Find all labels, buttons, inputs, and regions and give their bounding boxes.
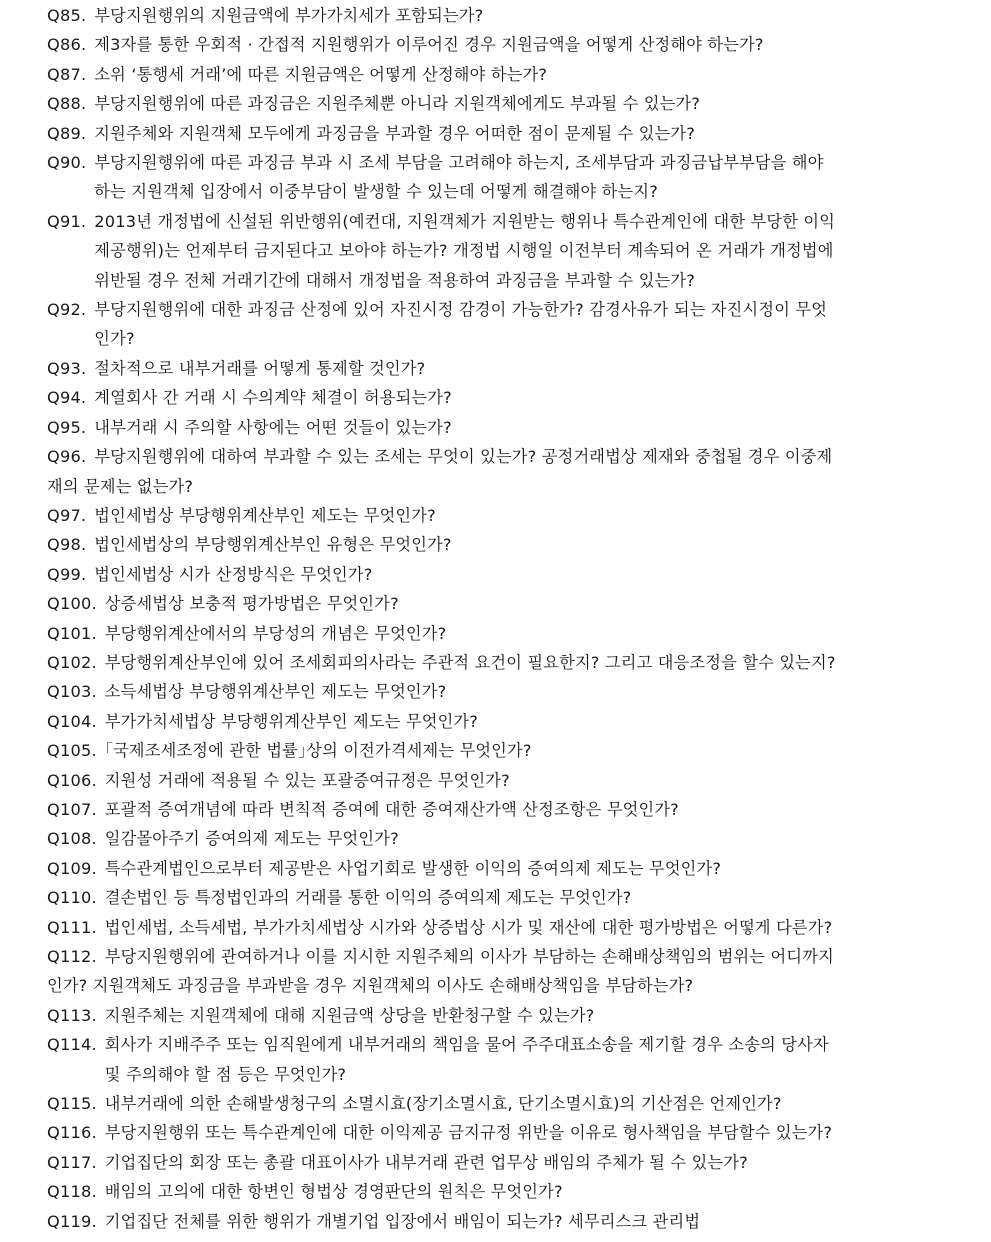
- question-number: Q113.: [47, 1005, 97, 1025]
- question-item: [47, 1148, 951, 1177]
- question-number: Q92.: [47, 300, 87, 320]
- question-text: [94, 30, 951, 59]
- question-number: Q96.: [47, 447, 87, 467]
- question-number: Q106.: [47, 770, 97, 790]
- question-number: Q100.: [47, 594, 97, 614]
- question-number: Q109.: [47, 858, 97, 878]
- question-text-line: 부당행위계산부인에 있어 조세회피의사라는 주관적 요건이 필요한지? 그리고 대응조정을 할수 있는지?: [104, 652, 836, 672]
- question-text: [105, 1001, 951, 1030]
- question-text: [105, 1148, 951, 1177]
- question-text: [105, 707, 951, 736]
- question-item: [47, 883, 951, 912]
- question-item: [47, 119, 951, 148]
- question-text-line: 결손법인 등 특정법인과의 거래를 통한 이익의 증여의제 제도는 무엇인가?: [104, 888, 632, 908]
- question-item: [47, 619, 951, 648]
- question-number: Q91.: [47, 211, 87, 231]
- question-text-line: 인가?: [94, 329, 135, 349]
- question-number: Q111.: [47, 917, 97, 937]
- question-text: [94, 501, 951, 530]
- question-text-line: 회사가 지배주주 또는 임직원에게 내부거래의 책임을 물어 주주대표소송을 제기할 경우 소송의 당사자: [104, 1035, 829, 1055]
- question-number: Q90.: [47, 153, 87, 173]
- question-text: [94, 295, 951, 354]
- question-text-line: [47, 472, 951, 501]
- question-text-line: 소위 ‘통행세 거래’에 따른 지원금액은 어떻게 산정해야 하는가?: [94, 64, 548, 84]
- question-text: [105, 1030, 951, 1089]
- question-item: [47, 766, 951, 795]
- question-item: [47, 207, 951, 295]
- question-text: [94, 413, 951, 442]
- question-number: Q87.: [47, 64, 87, 84]
- question-text: [94, 148, 951, 207]
- question-item: [47, 1207, 951, 1236]
- question-text-line: 법인세법, 소득세법, 부가가치세법상 시가와 상증법상 시가 및 재산에 대한 평가방법은 어떻게 다른가?: [104, 917, 833, 937]
- question-number: Q119.: [47, 1211, 97, 1231]
- question-item: [47, 913, 951, 942]
- question-number: Q115.: [47, 1094, 97, 1114]
- question-item: [47, 677, 951, 706]
- question-number: Q88.: [47, 94, 87, 114]
- question-number: Q114.: [47, 1035, 97, 1055]
- question-text: 부당지원행위에 관여하거나 이를 지시한 지원주체의 이사가 부담하는 손해배상책임의 범위는 어디까지: [104, 947, 834, 966]
- question-number: Q104.: [47, 711, 97, 731]
- question-text-line: 부당지원행위에 따른 과징금은 지원주체뿐 아니라 지원객체에게도 부과될 수 있는가?: [94, 94, 701, 114]
- question-item: [47, 148, 951, 207]
- question-text-line: 배임의 고의에 대한 항변인 형법상 경영판단의 원칙은 무엇인가?: [104, 1182, 563, 1202]
- question-text: [94, 354, 951, 383]
- question-text: [105, 766, 951, 795]
- question-item: [47, 383, 951, 412]
- question-text-line: 지원주체와 지원객체 모두에게 과징금을 부과할 경우 어떠한 점이 문제될 수 있는가?: [94, 123, 696, 143]
- question-item: [47, 295, 951, 354]
- question-text-line: 포괄적 증여개념에 따라 변칙적 증여에 대한 증여재산가액 산정조항은 무엇인가?: [104, 799, 679, 819]
- question-text-line: 내부거래에 의한 손해발생청구의 소멸시효(장기소멸시효, 단기소멸시효)의 기산점은 언제인가?: [104, 1094, 782, 1114]
- question-number: Q89.: [47, 123, 87, 143]
- question-text-line: 법인세법상 시가 산정방식은 무엇인가?: [94, 564, 373, 584]
- question-number: Q99.: [47, 564, 87, 584]
- question-text-line: 상증세법상 보충적 평가방법은 무엇인가?: [104, 594, 399, 614]
- question-text-line: ｢국제조세조정에 관한 법률｣상의 이전가격세제는 무엇인가?: [104, 741, 532, 761]
- question-text: [105, 736, 951, 765]
- question-number: Q93.: [47, 358, 87, 378]
- question-text-line: [47, 942, 951, 971]
- question-item: [47, 1, 951, 30]
- question-item: [47, 60, 951, 89]
- question-number: Q94.: [47, 388, 87, 408]
- question-text-line: 및 주의해야 할 점 등은 무엇인가?: [104, 1064, 347, 1084]
- question-item: [47, 1118, 951, 1147]
- question-text: [105, 854, 951, 883]
- question-number: Q97.: [47, 505, 87, 525]
- question-number: Q95.: [47, 417, 87, 437]
- question-text-line: 기업집단 전체를 위한 행위가 개별기업 입장에서 배임이 되는가? 세무리스크 관리법: [104, 1211, 701, 1231]
- question-text-line: 하는 지원객체 입장에서 이중부담이 발생할 수 있는데 어떻게 해결해야 하는지?: [94, 182, 658, 202]
- question-text-line: 제공행위)는 언제부터 금지된다고 보아야 하는가? 개정법 시행일 이전부터 계속되어 온 거래가 개정법에: [94, 241, 834, 261]
- question-number: Q110.: [47, 888, 97, 908]
- question-number: Q108.: [47, 829, 97, 849]
- question-text: [105, 619, 951, 648]
- question-text-line: 지원성 거래에 적용될 수 있는 포괄증여규정은 무엇인가?: [104, 770, 510, 790]
- question-text-line: 특수관계법인으로부터 제공받은 사업기회로 발생한 이익의 증여의제 제도는 무엇인가?: [104, 858, 722, 878]
- question-item: [47, 30, 951, 59]
- question-text-line: 제3자를 통한 우회적 · 간접적 지원행위가 이루어진 경우 지원금액을 어떻게 산정해야 하는가?: [94, 35, 764, 55]
- question-number: Q101.: [47, 623, 97, 643]
- question-item: [47, 530, 951, 559]
- question-text: [105, 589, 951, 618]
- question-text: [105, 1207, 951, 1236]
- question-text: [105, 913, 951, 942]
- question-text: [94, 119, 951, 148]
- question-number: Q116.: [47, 1123, 97, 1143]
- question-text-line: 계열회사 간 거래 시 수의계약 체결이 허용되는가?: [94, 388, 452, 408]
- question-text: [105, 1118, 951, 1147]
- question-text: [105, 1089, 951, 1118]
- question-text-line: 법인세법상 부당행위계산부인 제도는 무엇인가?: [94, 505, 436, 525]
- question-text-line: 부당지원행위에 따른 과징금 부과 시 조세 부담을 고려해야 하는지, 조세부담과 과징금납부부담을 해야: [94, 153, 824, 173]
- question-item: [47, 1177, 951, 1206]
- question-number: Q102.: [47, 652, 97, 672]
- question-text: [94, 60, 951, 89]
- question-item: [47, 942, 951, 1001]
- question-item: [47, 589, 951, 618]
- question-number: Q105.: [47, 741, 97, 761]
- question-item: [47, 560, 951, 589]
- question-text-line: 기업집단의 회장 또는 총괄 대표이사가 내부거래 관련 업무상 배임의 주체가 될 수 있는가?: [104, 1152, 748, 1172]
- question-item: [47, 1089, 951, 1118]
- question-text-line: 부당행위계산에서의 부당성의 개념은 무엇인가?: [104, 623, 447, 643]
- question-text-line: [47, 971, 951, 1000]
- question-text: [94, 1, 951, 30]
- question-text-line: 부가가치세법상 부당행위계산부인 제도는 무엇인가?: [104, 711, 479, 731]
- question-number: Q118.: [47, 1182, 97, 1202]
- question-text: [105, 648, 951, 677]
- question-text: [94, 89, 951, 118]
- question-item: [47, 795, 951, 824]
- question-item: [47, 501, 951, 530]
- question-item: [47, 854, 951, 883]
- question-item: [47, 707, 951, 736]
- question-item: [47, 736, 951, 765]
- question-text: [105, 1177, 951, 1206]
- question-text-line: 지원주체는 지원객체에 대해 지원금액 상당을 반환청구할 수 있는가?: [104, 1005, 595, 1025]
- question-text: 부당지원행위에 대하여 부과할 수 있는 조세는 무엇이 있는가? 공정거래법상 제재와 중첩될 경우 이중제: [94, 447, 833, 467]
- question-text: [94, 383, 951, 412]
- question-text-line: 내부거래 시 주의할 사항에는 어떤 것들이 있는가?: [94, 417, 452, 437]
- question-text-line: 법인세법상의 부당행위계산부인 유형은 무엇인가?: [94, 535, 452, 555]
- question-item: [47, 413, 951, 442]
- question-number: Q103.: [47, 682, 97, 702]
- question-number: Q112.: [47, 947, 97, 966]
- question-text: [105, 883, 951, 912]
- question-item: [47, 1001, 951, 1030]
- question-item: [47, 648, 951, 677]
- question-text-line: 부당지원행위의 지원금액에 부가가치세가 포함되는가?: [94, 6, 484, 25]
- question-text: [105, 795, 951, 824]
- question-number: Q117.: [47, 1152, 97, 1172]
- question-text: [94, 530, 951, 559]
- question-item: [47, 89, 951, 118]
- question-number: Q85.: [47, 6, 87, 25]
- question-text-line: 부당지원행위 또는 특수관계인에 대한 이익제공 금지규정 위반을 이유로 형사책임을 부담할수 있는가?: [104, 1123, 833, 1143]
- question-text-line: 일감몰아주기 증여의제 제도는 무엇인가?: [104, 829, 399, 849]
- question-number: Q98.: [47, 535, 87, 555]
- question-text: [94, 207, 951, 295]
- question-item: [47, 442, 951, 501]
- question-item: [47, 1030, 951, 1089]
- question-text-line: 위반될 경우 전체 거래기간에 대해서 개정법을 적용하여 과징금을 부과할 수 있는가?: [94, 270, 696, 290]
- question-text: [105, 824, 951, 853]
- question-number: Q86.: [47, 35, 87, 55]
- question-text: 재의 문제는 없는가?: [47, 476, 194, 496]
- question-text: [94, 560, 951, 589]
- question-text-line: 부당지원행위에 대한 과징금 산정에 있어 자진시정 감경이 가능한가? 감경사유가 되는 자진시정이 무엇: [94, 300, 828, 320]
- question-item: [47, 354, 951, 383]
- question-text-line: 절차적으로 내부거래를 어떻게 통제할 것인가?: [94, 358, 426, 378]
- question-text-line: 소득세법상 부당행위계산부인 제도는 무엇인가?: [104, 682, 447, 702]
- question-number: Q107.: [47, 799, 97, 819]
- question-text: [105, 677, 951, 706]
- question-text-line: 2013년 개정법에 신설된 위반행위(예컨대, 지원객체가 지원받는 행위나 특수관계인에 대한 부당한 이익: [94, 211, 836, 231]
- question-text-line: [47, 442, 951, 471]
- question-text: 인가? 지원객체도 과징금을 부과받을 경우 지원객체의 이사도 손해배상책임을 부담하는가?: [47, 976, 694, 996]
- question-item: [47, 824, 951, 853]
